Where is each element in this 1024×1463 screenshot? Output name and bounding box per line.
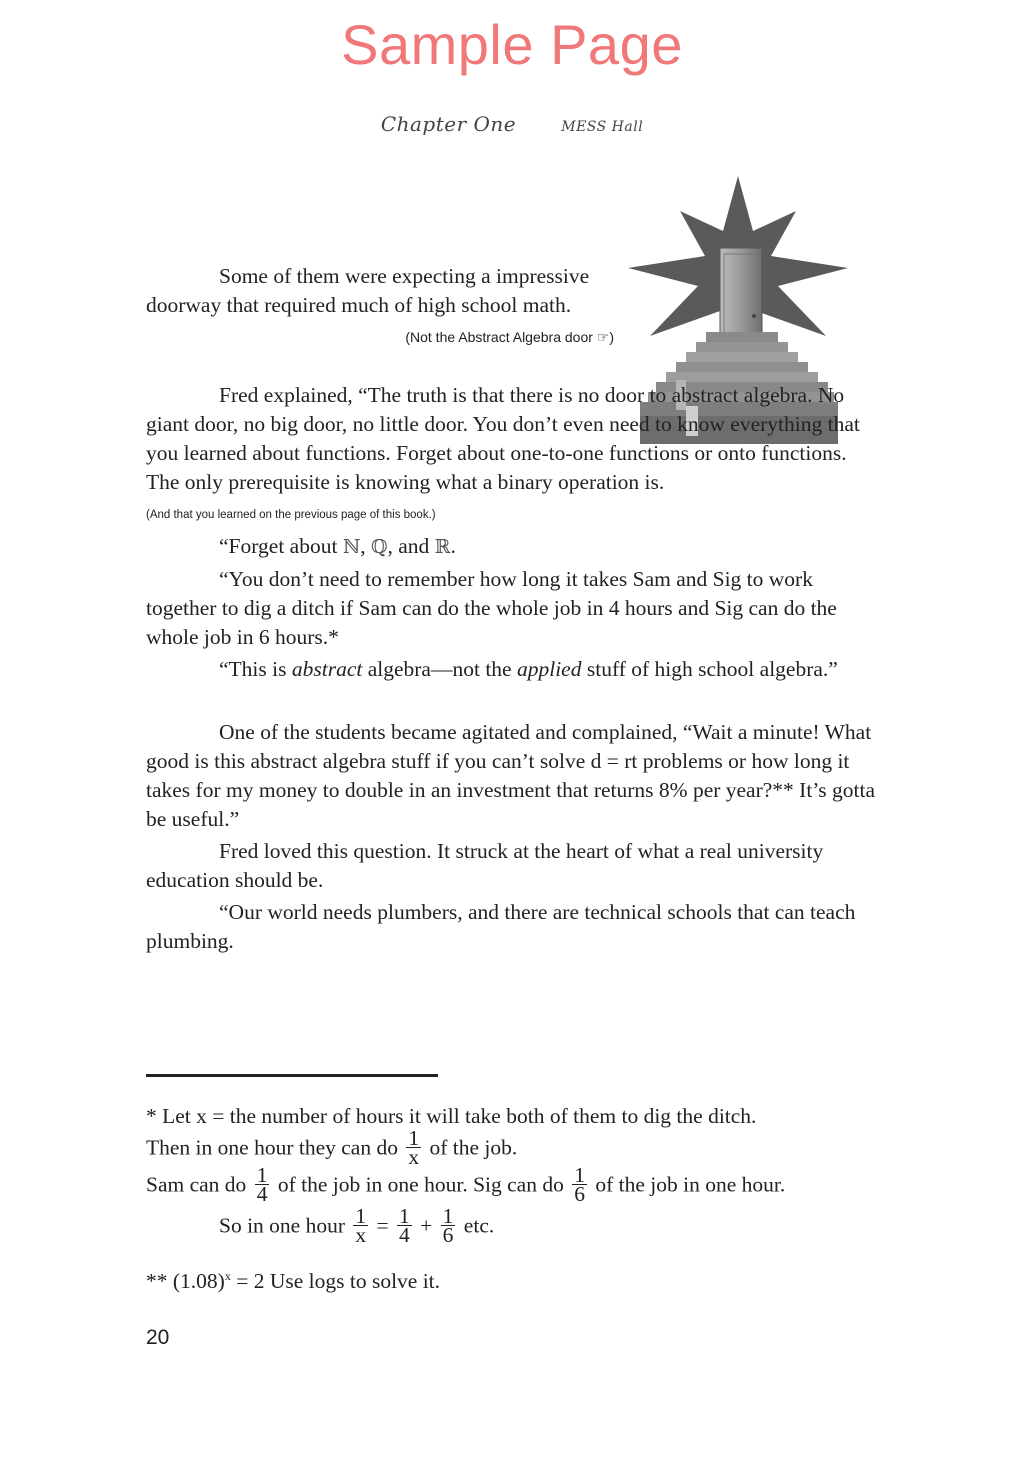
paragraph: “This is abstract algebra—not the applied stuff of high school algebra.”: [219, 657, 838, 681]
fraction: $\frac{1}{4}$: [256, 1163, 268, 1206]
footnote-line: So in one hour $\frac{1}{x}$ = $\frac{1}{4}$ + $\frac{1}{6}$ etc.: [219, 1204, 495, 1247]
aside-note: (And that you learned on the previous page of this book.): [146, 509, 436, 521]
footnote-line: * Let x = the number of hours it will take both of them to dig the ditch.: [146, 1104, 757, 1128]
footnote-divider: [146, 1074, 438, 1077]
fraction: $\frac{1}{x}$: [408, 1126, 420, 1169]
section-title: MESS Hall: [561, 119, 644, 135]
rationals-symbol: ℚ: [370, 536, 388, 558]
paragraph: Some of them were expecting a impressive doorway that required much of high school math.: [146, 264, 590, 317]
paragraph: Fred loved this question. It struck at the heart of what a real university education should be.: [146, 839, 824, 892]
margin-note: (Not the Abstract Algebra door ☞): [405, 329, 614, 345]
paragraph: “Forget about ℕ, ℚ, and ℝ.: [219, 534, 456, 558]
footnotes: [146, 1102, 886, 1296]
fraction: $\frac{1}{4}$: [399, 1204, 410, 1247]
footnote-line: Sam can do $\frac{1}{4}$ of the job in one hour. Sig can do $\frac{1}{6}$ of the job in one hour.: [146, 1163, 786, 1206]
paragraph: One of the students became agitated and complained, “Wait a minute! What good is this abstract algebra stuff if you can’t solve d = rt problems or how long it takes for my money to double in an investment that returns 8% per year?** It’s gotta be useful.”: [146, 720, 876, 831]
fraction: $\frac{1}{6}$: [442, 1204, 454, 1247]
sample-page-watermark: Sample Page: [341, 13, 683, 76]
fraction: $\frac{1}{x}$: [355, 1204, 367, 1247]
paragraph: “Our world needs plumbers, and there are technical schools that can teach plumbing.: [146, 900, 856, 953]
naturals-symbol: ℕ: [342, 536, 361, 558]
fraction: $\frac{1}{6}$: [574, 1163, 585, 1206]
reals-symbol: ℝ: [434, 536, 451, 558]
page-number: 20: [146, 1326, 170, 1349]
paragraph: “You don’t need to remember how long it takes Sam and Sig to work together to dig a ditch if Sam can do the whole job in 4 hours and Sig can do the whole job in 6 hours.*: [146, 567, 837, 649]
running-header: [0, 112, 1024, 136]
chapter-title: Chapter One: [380, 112, 517, 136]
footnote-line: ** $(1.08)^x = 2$ Use logs to solve it.: [146, 1269, 441, 1294]
footnote-line: Then in one hour they can do $\frac{1}{x}$ of the job.: [146, 1126, 518, 1169]
paragraph: Fred explained, “The truth is that there is no door to abstract algebra. No giant door, no big door, no little door. You don’t even need to know everything that you learned about functions. Forget about one-to-one functions or onto functions. The only prerequisite is knowing what a binary operation is.: [146, 383, 860, 494]
page-body: [146, 262, 876, 956]
